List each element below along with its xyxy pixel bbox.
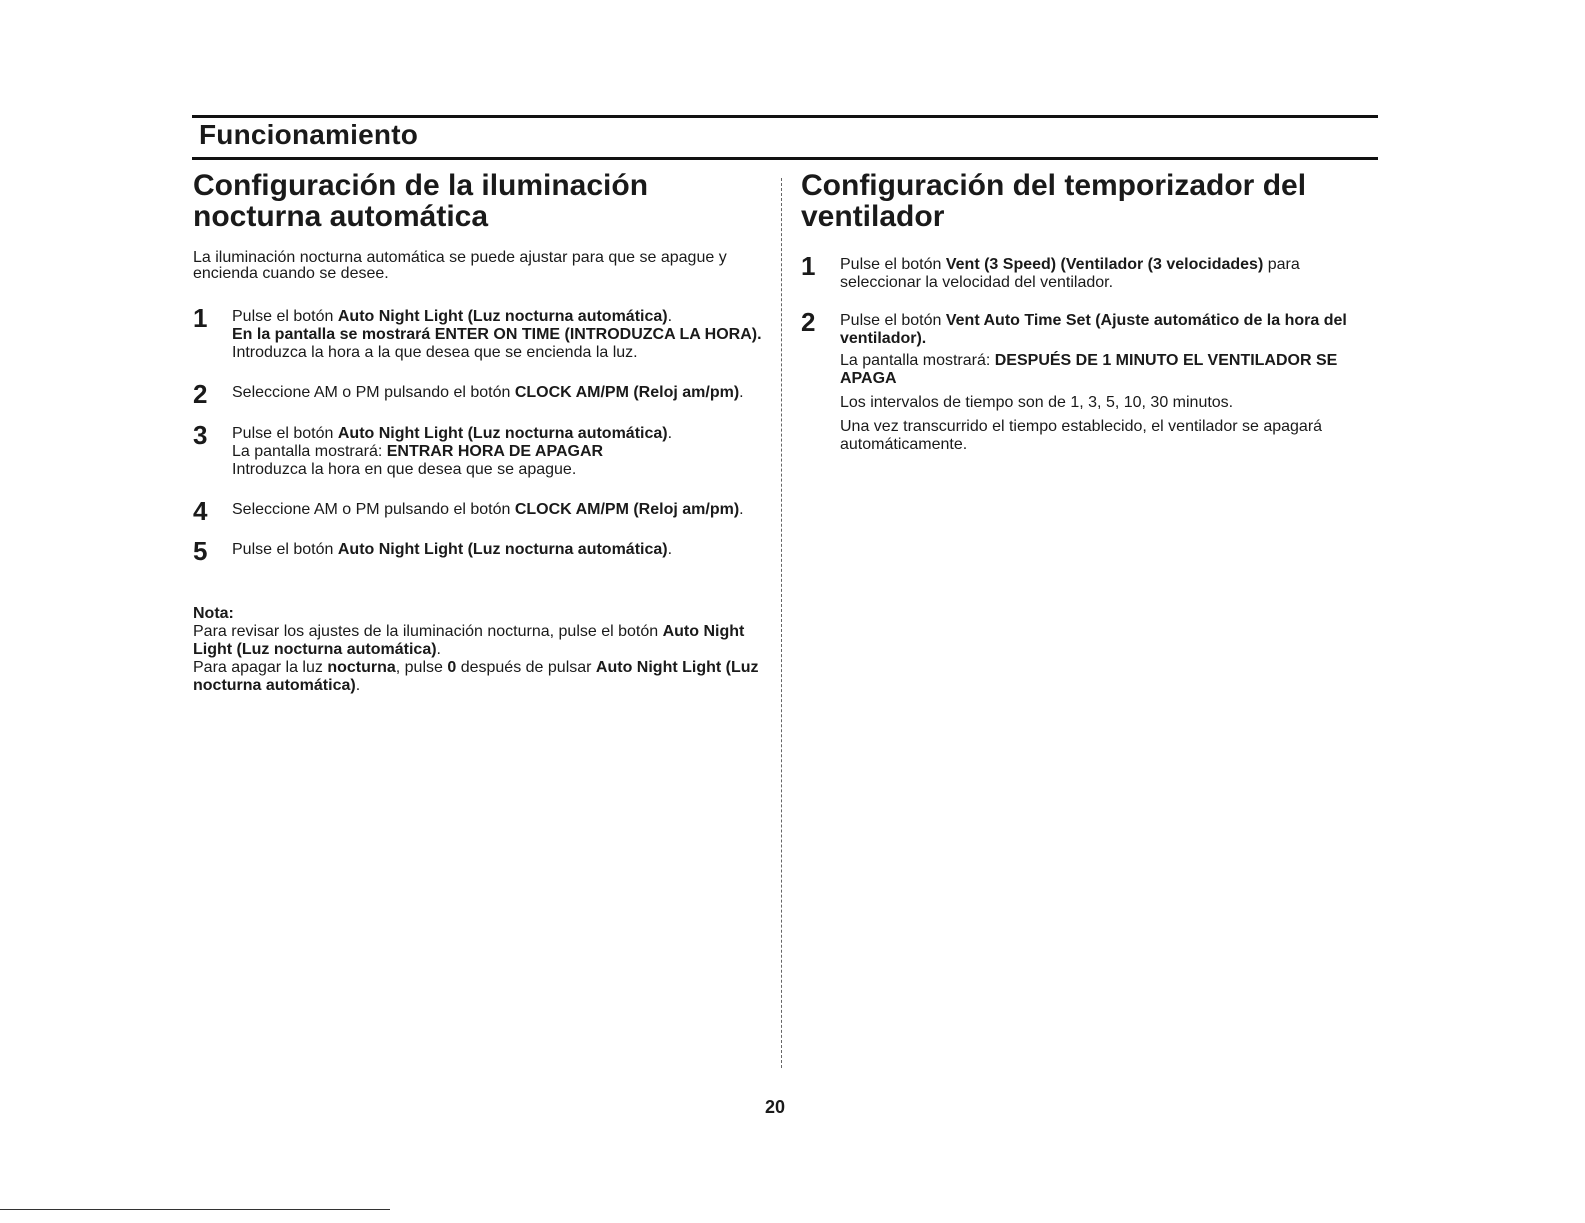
step-number: 3: [193, 420, 208, 450]
right-column: [801, 170, 1375, 454]
header-bottom-rule: [192, 157, 1378, 160]
left-intro: La iluminación nocturna automática se puede ajustar para que se apague y encienda cuando se desee.: [193, 249, 727, 282]
right-step-2: [801, 307, 1375, 454]
step-number: 5: [193, 536, 208, 566]
section-title: Funcionamiento: [199, 119, 419, 150]
step-instruction: Introduzca la hora en que desea que se apague.: [232, 461, 577, 478]
step-number: 2: [801, 307, 816, 337]
left-heading: [193, 170, 763, 232]
left-step-2: [193, 379, 763, 409]
button-ref: Auto Night Light (Luz nocturna automática): [337, 541, 668, 558]
step-text: Pulse el botón Auto Night Light (Luz nocturna automática).: [232, 541, 673, 558]
left-step-3: [193, 420, 763, 479]
note-paragraph-1: Para revisar los ajustes de la iluminación nocturna, pulse el botón Auto Night Light (Luz nocturna automática).: [193, 623, 745, 658]
step-text: Pulse el botón Auto Night Light (Luz nocturna automática).: [232, 425, 673, 442]
button-ref: Vent Auto Time Set (Ajuste automático de la hora del ventilador).: [840, 312, 1347, 347]
step-display-message: La pantalla mostrará: DESPUÉS DE 1 MINUTO EL VENTILADOR SE APAGA: [840, 352, 1338, 387]
step-display-message: La pantalla mostrará: ENTRAR HORA DE APAGAR: [232, 443, 604, 460]
left-column: [193, 170, 763, 695]
step-intervals: Los intervalos de tiempo son de 1, 3, 5, 10, 30 minutos.: [840, 394, 1234, 411]
left-heading-line1: Configuración de la iluminación: [193, 169, 649, 202]
step-display-message: En la pantalla se mostrará ENTER ON TIME (INTRODUZCA LA HORA).: [232, 326, 762, 343]
right-step-1: [801, 251, 1375, 292]
step-text: Pulse el botón Auto Night Light (Luz nocturna automática).: [232, 308, 673, 325]
button-ref: Vent (3 Speed) (Ventilador (3 velocidades): [945, 256, 1264, 273]
button-ref: Auto Night Light (Luz nocturna automática): [337, 308, 668, 325]
button-ref: CLOCK AM/PM (Reloj am/pm): [514, 501, 740, 518]
left-step-1: [193, 303, 763, 362]
left-step-5: [193, 536, 763, 566]
step-number: 4: [193, 496, 208, 526]
step-number: 1: [193, 303, 208, 333]
step-text: Pulse el botón Vent (3 Speed) (Ventilador (3 velocidades) para seleccionar la velocidad del ventilador.: [840, 256, 1300, 291]
note-paragraph-2: Para apagar la luz nocturna, pulse 0 después de pulsar Auto Night Light (Luz nocturna automática).: [193, 659, 759, 694]
right-heading: [801, 170, 1375, 232]
step-text: Seleccione AM o PM pulsando el botón CLOCK AM/PM (Reloj am/pm).: [232, 501, 744, 518]
step-number: 2: [193, 379, 208, 409]
button-ref: Auto Night Light (Luz nocturna automática): [337, 425, 668, 442]
button-ref: CLOCK AM/PM (Reloj am/pm): [514, 384, 740, 401]
step-auto-off: Una vez transcurrido el tiempo establecido, el ventilador se apagará automáticamente.: [840, 418, 1323, 453]
step-instruction: Introduzca la hora a la que desea que se encienda la luz.: [232, 344, 638, 361]
right-heading-line2: ventilador: [801, 200, 945, 233]
note-heading: Nota:: [193, 605, 234, 622]
note-block: [193, 605, 763, 695]
page-number: 20: [765, 1097, 786, 1117]
left-step-4: [193, 496, 763, 526]
step-text: Pulse el botón Vent Auto Time Set (Ajuste automático de la hora del ventilador).: [840, 312, 1347, 347]
step-number: 1: [801, 251, 816, 281]
right-heading-line1: Configuración del temporizador del: [801, 169, 1307, 202]
footer-rule: [0, 1209, 390, 1210]
step-text: Seleccione AM o PM pulsando el botón CLOCK AM/PM (Reloj am/pm).: [232, 384, 744, 401]
column-divider: [781, 178, 782, 1068]
left-heading-line2: nocturna automática: [193, 200, 489, 233]
